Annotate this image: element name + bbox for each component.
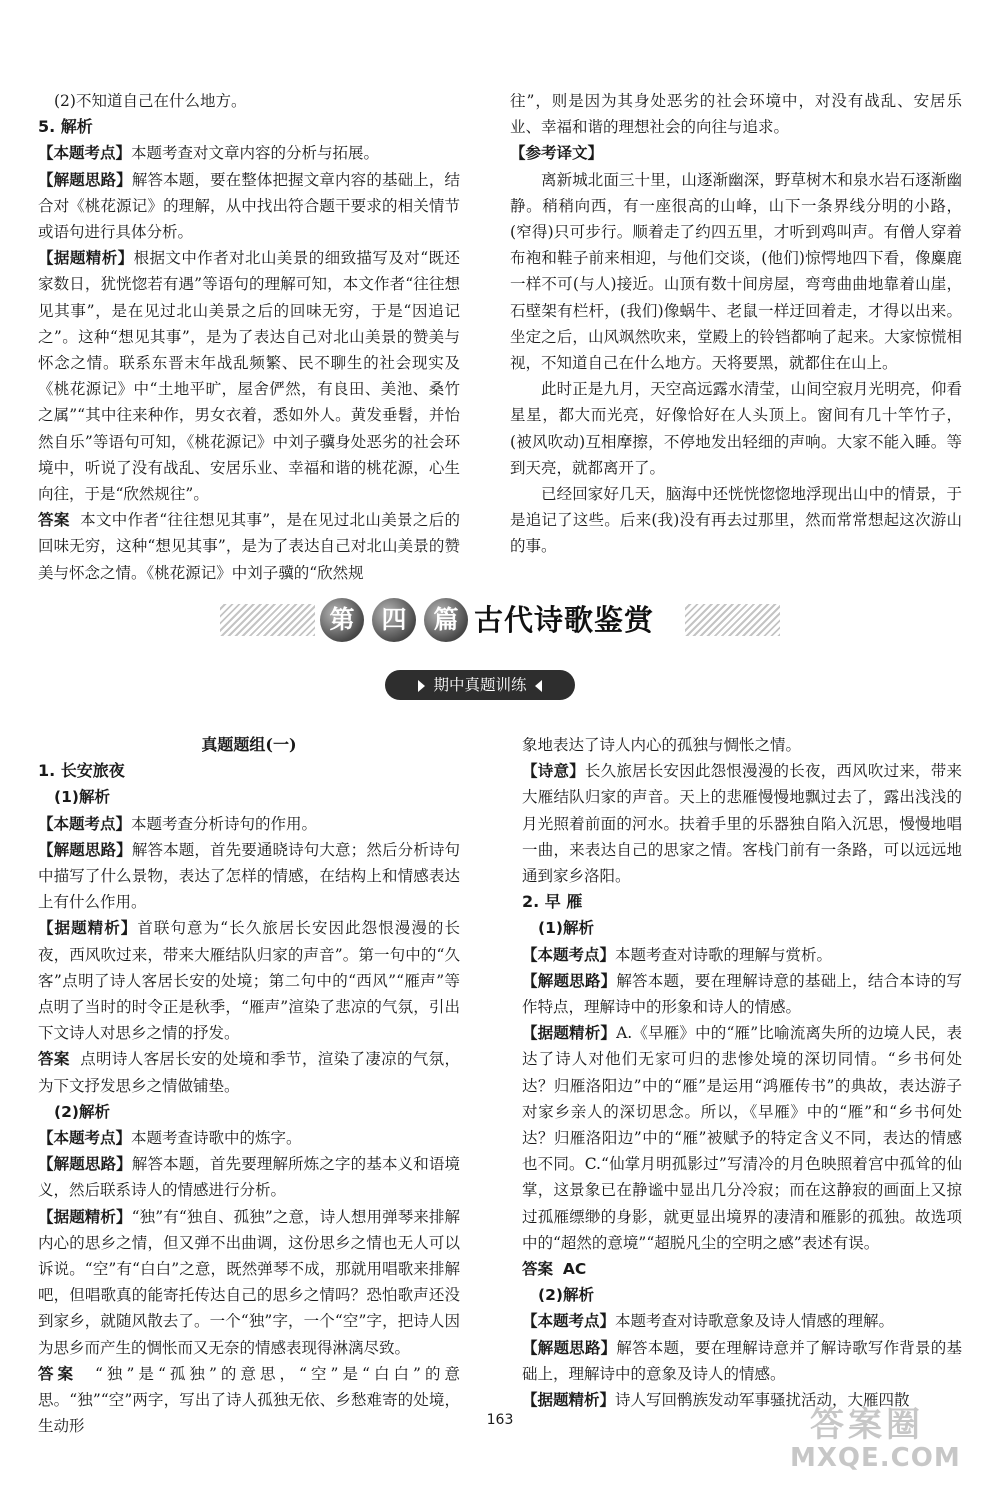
kaodian-tag: 【本题考点】 [38,814,132,833]
silu-text: 解答本题，要在理解诗意的基础上，结合本诗的写作特点，理解诗中的形象和诗人的情感。 [522,971,962,1017]
answer-text: 本文中作者“往往想见其事”，是在见过北山美景之后的回味无穷，这种“想见其事”，是为了表达自己对北山美景的赞美与怀念之情。《桃花源记》中刘子骥的“欣然规 [38,511,460,582]
page-number: 163 [486,1412,514,1428]
section-banner [220,598,780,642]
q2-sub2: (2)解析 [538,1286,594,1305]
kaodian-tag: 【本题考点】 [522,1312,616,1331]
banner-char-2: 四 [372,598,416,642]
q2-kaodian1 [522,942,962,968]
watermark-logo-text: 答案圈 [810,1405,924,1445]
silu-tag: 【解题思路】 [38,170,132,189]
kaodian-text: 本题考查对诗歌的理解与赏析。 [615,945,833,964]
translation-paragraph-3: 已经回家好几天，脑海中还恍恍惚惚地浮现出山中的情景，于是追记了这些。后来(我)没有再去过那里，然而常常想起这次游山的事。 [510,485,962,556]
banner-stripe-left [220,604,315,636]
q1-silu2 [38,1151,460,1203]
silu-text: 解答本题，首先要通晓诗句大意；然后分析诗句中描写了什么景物，表达了怎样的情感，在结构上和情感表达上有什么作用。 [38,840,460,912]
kaodian-text: 本题考查对文章内容的分析与拓展。 [131,144,380,163]
silu-tag: 【解题思路】 [522,971,617,990]
q1-sub2: (2)解析 [54,1102,110,1121]
q1-title: 1. 长安旅夜 [38,761,125,781]
kaodian-text: 本题考查分析诗句的作用。 [131,814,318,833]
bottom-right-column [522,732,962,1413]
translation-paragraph-1: 离新城北面三十里，山逐渐幽深，野草树木和泉水岩石逐渐幽静。稍稍向西，有一座很高的山峰，山下一条界线分明的小路，(窄得)只可步行。顺着走了约四五里，才听到鸡叫声。有僧人穿着布袍和鞋子前来相迎，与他们交谈，(他们)惊愕地四下看，像麋鹿一样不可(与人)接近。山顶有数十间房屋，弯弯曲曲地靠着山崖，石壁架有栏杆，(我们)像蜗牛、老鼠一样迂回着走，才得以出来。坐定之后，山风飒然吹来，堂殿上的铃铛都响了起来。大家惊慌相视，不知道自己在什么地方。天将要黑，就都住在山上。 [510,170,962,373]
shiyi-text: 长久旅居长安因此怨恨漫漫的长夜，西风吹过来，带来大雁结队归家的声音。天上的悲雁慢慢地飘过去了，露出浅浅的月光照着前面的河水。扶着手里的乐器独自陷入沉思，慢慢地唱一曲，来表达自己的思家之情。客栈门前有一条路，可以远远地通到家乡洛阳。 [522,762,962,886]
kaodian-tag: 【本题考点】 [38,1129,132,1148]
answer-label: 答案 [38,1050,70,1069]
jingxi-tag: 【据题精析】 [38,1207,132,1226]
answer-text: AC [562,1260,587,1279]
q1-kaodian2 [38,1125,460,1151]
watermark [790,1395,995,1481]
silu-text: 解答本题，要在理解诗意并了解诗歌写作背景的基础上，理解诗中的意象及诗人的情感。 [522,1338,962,1383]
silu-text: 解答本题，首先要理解所炼之字的基本义和语境义，然后联系诗人的情感进行分析。 [38,1155,460,1200]
banner-stripe-right [685,604,780,636]
q2-title: 2. 早 雁 [522,892,583,912]
q2-silu2 [522,1335,962,1387]
q5-kaodian [38,140,460,166]
jingxi-text: 首联句意为“长久旅居长安因此怨恨漫漫的长夜，西风吹过来，带来大雁结队归家的声音”。第一句中的“久客”点明了诗人客居长安的处境；第二句中的“西风”“雁声”等点明了当时的时令正是秋季，“雁声”渲染了悲凉的气氛，引出下文诗人对思乡之情的抒发。 [38,919,460,1043]
shiyi-tag: 【诗意】 [522,762,585,781]
kaodian-tag: 【本题考点】 [38,144,132,163]
kaodian-text: 本题考查对诗歌意象及诗人情感的理解。 [615,1312,895,1331]
q1-answer1 [38,1046,460,1098]
arrow-left-icon [535,680,542,692]
silu-tag: 【解题思路】 [38,840,132,859]
q2-silu1 [522,968,962,1020]
banner-char-3: 篇 [424,598,468,642]
answer-label: 答案 [522,1260,554,1279]
yiwen-tag: 【参考译文】 [510,144,604,163]
silu-tag: 【解题思路】 [522,1338,617,1357]
answer-text: “独”是“孤独”的意思，“空”是“白白”的意思。“独”“空”两字，写出了诗人孤独无依、乡愁难寄的处境，生动形 [38,1364,460,1436]
top-left-column [38,88,460,586]
analysis-continuation: 往”，则是因为其身处恶劣的社会环境中，对没有战乱、安居乐业、幸福和谐的理想社会的向往与追求。 [510,92,962,137]
answer-text: 点明诗人客居长安的处境和季节，渲染了凄凉的气氛，为下文抒发思乡之情做铺垫。 [38,1050,460,1095]
arrow-right-icon [418,680,425,692]
group-title: 真题题组(一) [201,735,297,754]
q5-answer [38,507,460,586]
answer-label: 答案 [38,511,70,530]
q5-title: 5. 解析 [38,117,93,137]
q1-kaodian1 [38,811,460,837]
q2-sub1: (1)解析 [538,919,594,938]
banner-char-1: 第 [320,598,364,642]
q1-answer2 [38,1361,460,1440]
q2-kaodian2 [522,1308,962,1334]
jingxi-text: 根据文中作者对北山美景的细致描写及对“既还家数日，犹恍惚若有遇”等语句的理解可知，本文作者“往往想见其事”，是在见过北山美景之后的回味无穷，于是“因追记之”。这种“想见其事”，是为了表达自己对北山美景的赞美与怀念之情。联系东晋末年战乱频繁、民不聊生的社会现实及《桃花源记》中“土地平旷，屋舍俨然，有良田、美池、桑竹之属”“其中往来种作，男女衣着，悉如外人。黄发垂髫，并怡然自乐”等语句可知，《桃花源记》中刘子骥身处恶劣的社会环境中，听说了没有战乱、安居乐业、幸福和谐的桃花源，心生向往，于是“欣然规往”。 [38,249,460,504]
exam-training-badge [385,670,575,700]
kaodian-text: 本题考查诗歌中的炼字。 [131,1129,302,1148]
answer-continuation: 象地表达了诗人内心的孤独与惆怅之情。 [522,736,802,754]
jingxi-text: “独”有“独自、孤独”之意，诗人想用弹琴来排解内心的思乡之情，但又弹不出曲调，这份思乡之情也无人可以诉说。“空”有“白白”之意，既然弹琴不成，那就用唱歌来排解吧，但唱歌真的能寄托传达自己的思乡之情吗？恐怕歌声还没到家乡，就随风散去了。一个“独”字，一个“空”字，把诗人因为思乡而产生的惆怅而又无奈的情感表现得淋漓尽致。 [38,1207,460,1357]
jingxi-text: 诗人写回鹘族发动军事骚扰活动，大雁四散 [615,1391,910,1410]
q5-jingxi [38,245,460,507]
q5-silu [38,167,460,246]
q1-sub1: (1)解析 [54,788,110,807]
q1-silu1 [38,837,460,916]
q2-answer1 [522,1256,962,1282]
translation-paragraph-2: 此时正是九月，天空高远露水清莹，山间空寂月光明亮，仰看星星，都大而光亮，好像恰好在人头顶上。窗间有几十竿竹子，(被风吹动)互相摩擦，不停地发出轻细的声响。大家不能入睡。等到天亮，就都离开了。 [510,380,962,477]
badge-label: 期中真题训练 [433,676,527,694]
q2-jingxi1 [522,1020,962,1256]
answer-label: 答案 [38,1364,78,1383]
jingxi-tag: 【据题精析】 [38,919,138,938]
shiyi [522,758,962,889]
top-right-column [510,88,962,560]
silu-tag: 【解题思路】 [38,1155,132,1174]
item-2-continuation: (2)不知道自己在什么地方。 [54,92,247,110]
silu-text: 解答本题，要在整体把握文章内容的基础上，结合对《桃花源记》的理解，从中找出符合题干要求的相关情节或语句进行具体分析。 [38,170,460,242]
section-title: 古代诗歌鉴赏 [474,603,655,637]
jingxi-text: A.《早雁》中的“雁”比喻流离失所的边境人民，表达了诗人对他们无家可归的悲惨处境的深切同情。“乡书何处达？归雁洛阳边”中的“雁”是运用“鸿雁传书”的典故，表达游子对家乡亲人的深切思念。所以，《早雁》中的“雁”和“乡书何处达？归雁洛阳边”中的“雁”被赋予的特定含义不同，表达的情感也不同。C.“仙掌月明孤影过”写清冷的月色映照着宫中孤耸的仙掌，这景象已在静谧中显出几分冷寂；而在这静寂的画面上又掠过孤雁缥缈的身影，就更显出境界的凄清和雁影的孤独。故选项中的“超然的意境”“超脱凡尘的空明之感”表述有误。 [522,1024,962,1252]
kaodian-tag: 【本题考点】 [522,945,616,964]
jingxi-tag: 【据题精析】 [522,1391,616,1410]
bottom-left-column [38,732,460,1439]
jingxi-tag: 【据题精析】 [38,249,134,268]
jingxi-tag: 【据题精析】 [522,1024,617,1043]
q1-jingxi1 [38,915,460,1046]
watermark-url: MXQE.COM [790,1443,961,1473]
q1-jingxi2 [38,1204,460,1361]
